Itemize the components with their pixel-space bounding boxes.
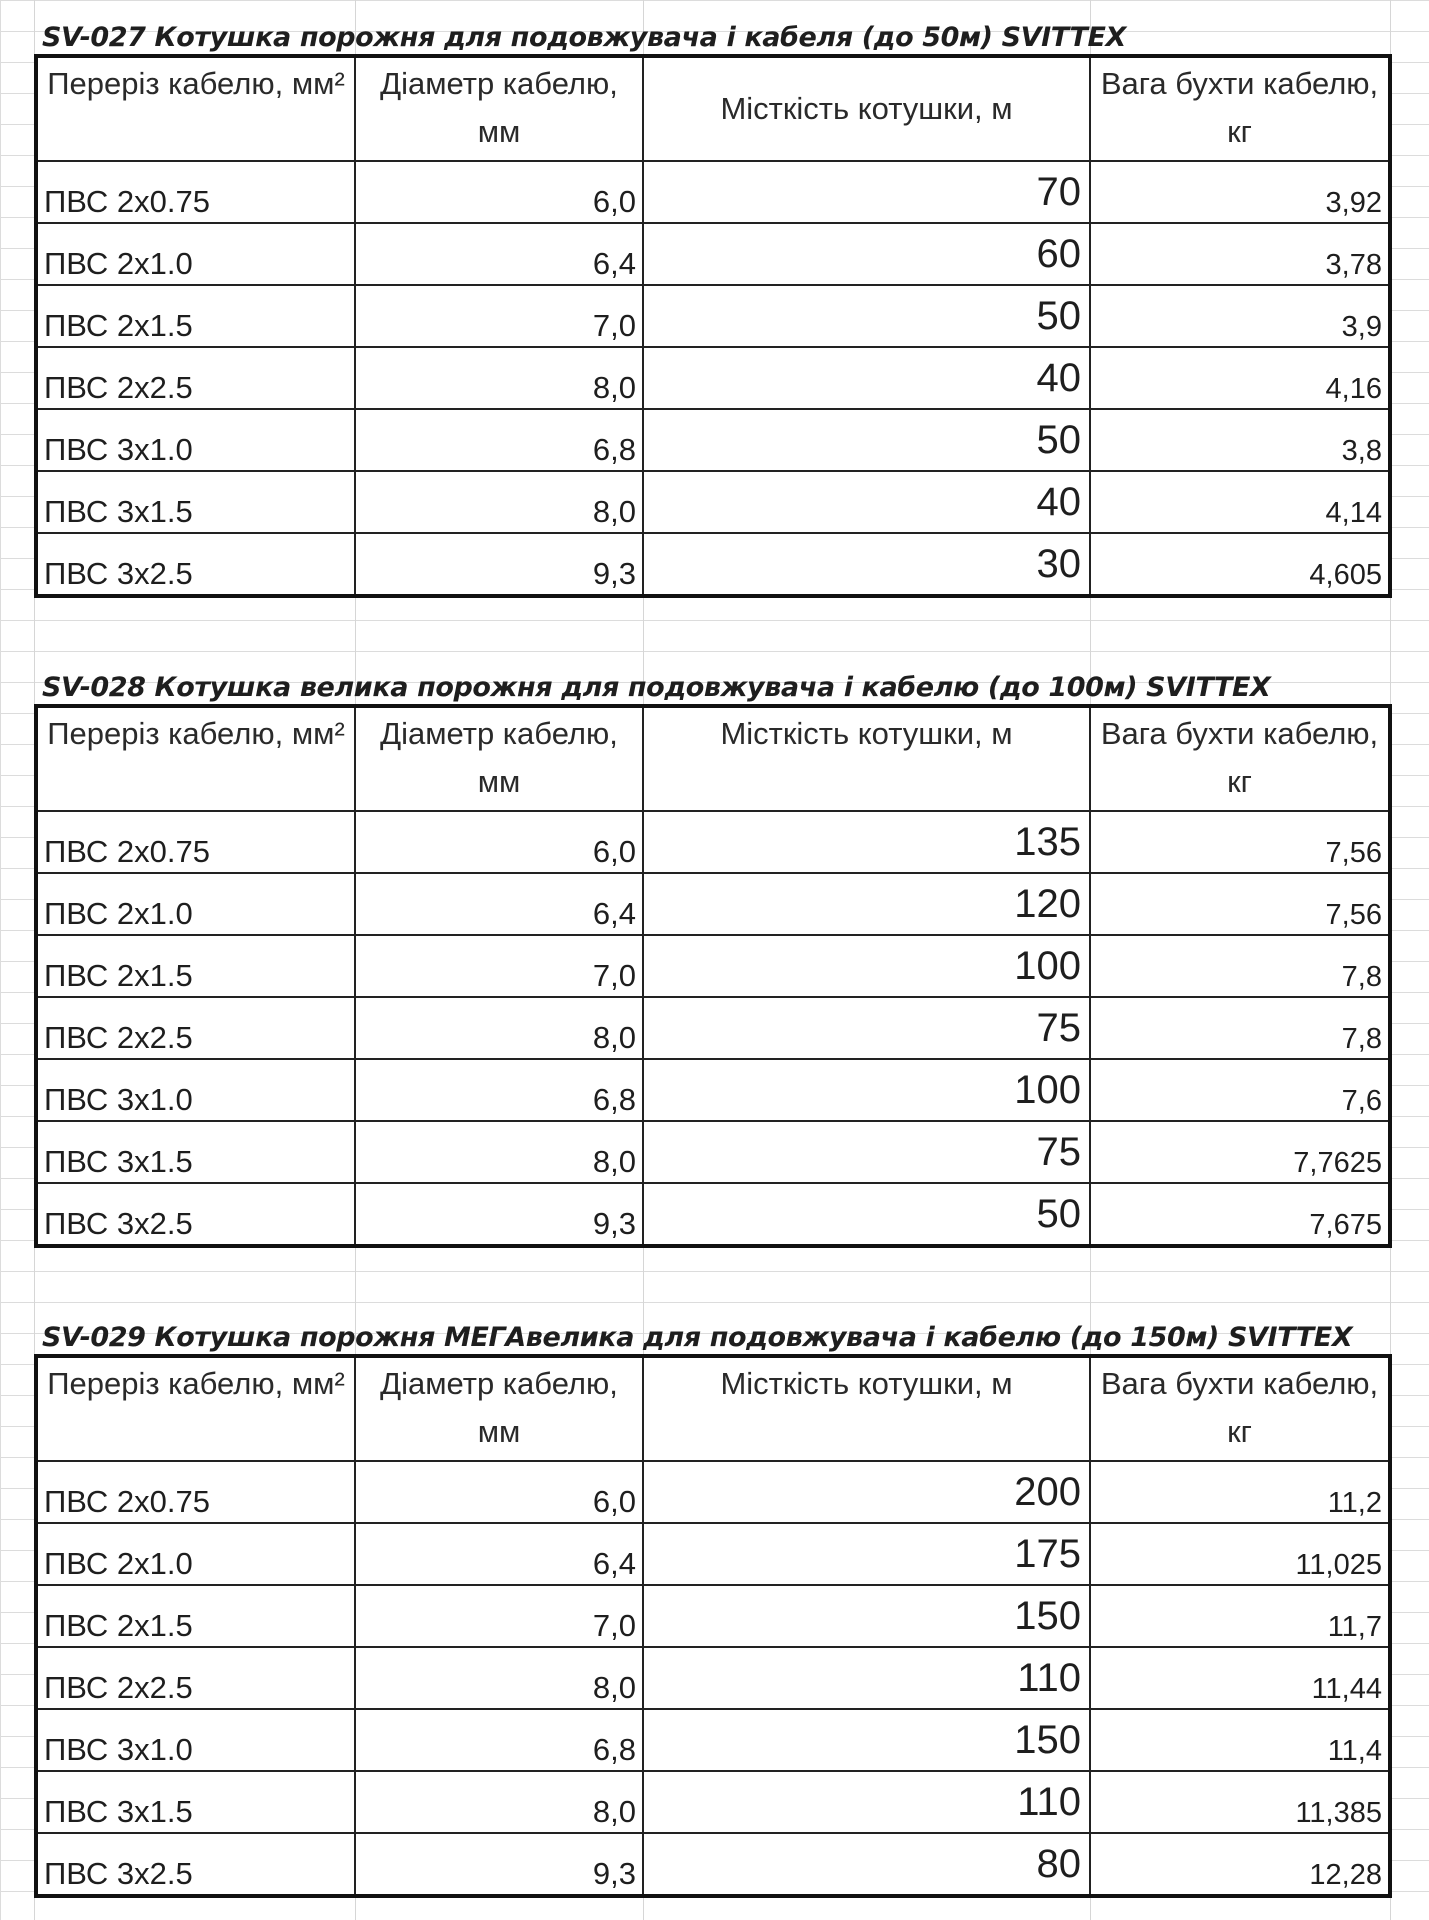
cable-name: ПВС 2x1.0: [36, 873, 355, 935]
header-coil-weight: Вага бухти кабелю, кг: [1090, 1356, 1390, 1461]
table-row: [36, 347, 1390, 409]
cable-name: ПВС 2x0.75: [36, 1461, 355, 1523]
cable-name: ПВС 2x1.5: [36, 285, 355, 347]
table-row: [36, 1121, 1390, 1183]
cable-name: ПВС 2x1.0: [36, 223, 355, 285]
coil-weight: 11,7: [1090, 1585, 1390, 1647]
section-title: SV-027 Котушка порожня для подовжувача і кабеля (до 50м) SVITTEX: [42, 22, 1126, 53]
cable-name: ПВС 3x1.0: [36, 1709, 355, 1771]
cable-diameter: 6,0: [355, 811, 643, 873]
cable-diameter: 8,0: [355, 997, 643, 1059]
cable-name: ПВС 2x2.5: [36, 1647, 355, 1709]
table-row: [36, 1709, 1390, 1771]
reel-capacity: 175: [643, 1523, 1090, 1585]
cable-diameter: 8,0: [355, 1647, 643, 1709]
table-row: [36, 285, 1390, 347]
coil-weight: 7,6: [1090, 1059, 1390, 1121]
table-row: [36, 1183, 1390, 1246]
header-cable-diameter: Діаметр кабелю, мм: [355, 1356, 643, 1461]
reel-capacity: 100: [643, 1059, 1090, 1121]
table-row: [36, 1833, 1390, 1896]
reel-capacity: 100: [643, 935, 1090, 997]
table-row: [36, 533, 1390, 596]
cable-diameter: 9,3: [355, 533, 643, 596]
coil-weight: 3,9: [1090, 285, 1390, 347]
coil-weight: 7,8: [1090, 935, 1390, 997]
cable-diameter: 8,0: [355, 1121, 643, 1183]
cable-diameter: 9,3: [355, 1833, 643, 1896]
cable-name: ПВС 3x1.0: [36, 409, 355, 471]
coil-weight: 7,56: [1090, 811, 1390, 873]
reel-capacity: 50: [643, 409, 1090, 471]
cable-name: ПВС 2x0.75: [36, 811, 355, 873]
coil-weight: 7,56: [1090, 873, 1390, 935]
header-reel-capacity: Місткість котушки, м: [643, 56, 1090, 161]
header-reel-capacity: Місткість котушки, м: [643, 1356, 1090, 1461]
coil-weight: 3,92: [1090, 161, 1390, 223]
cable-name: ПВС 2x2.5: [36, 997, 355, 1059]
table-row: [36, 471, 1390, 533]
table-row: [36, 1647, 1390, 1709]
table-row: [36, 811, 1390, 873]
spec-table: [34, 1354, 1392, 1898]
reel-capacity: 70: [643, 161, 1090, 223]
reel-capacity: 40: [643, 347, 1090, 409]
reel-capacity: 150: [643, 1585, 1090, 1647]
cable-diameter: 8,0: [355, 347, 643, 409]
cable-name: ПВС 2x1.5: [36, 935, 355, 997]
reel-capacity: 80: [643, 1833, 1090, 1896]
reel-capacity: 40: [643, 471, 1090, 533]
coil-weight: 3,78: [1090, 223, 1390, 285]
table-row: [36, 161, 1390, 223]
cable-diameter: 6,4: [355, 873, 643, 935]
table-row: [36, 223, 1390, 285]
table-row: [36, 935, 1390, 997]
reel-capacity: 110: [643, 1771, 1090, 1833]
table-row: [36, 409, 1390, 471]
reel-capacity: 135: [643, 811, 1090, 873]
cable-name: ПВС 2x1.5: [36, 1585, 355, 1647]
header-row: [36, 706, 1390, 811]
cable-diameter: 6,4: [355, 223, 643, 285]
spec-table: [34, 54, 1392, 598]
cable-diameter: 8,0: [355, 1771, 643, 1833]
coil-weight: 7,675: [1090, 1183, 1390, 1246]
cable-name: ПВС 3x1.5: [36, 1771, 355, 1833]
cable-diameter: 7,0: [355, 1585, 643, 1647]
cable-diameter: 7,0: [355, 935, 643, 997]
coil-weight: 4,605: [1090, 533, 1390, 596]
header-cable-diameter: Діаметр кабелю, мм: [355, 56, 643, 161]
header-cable-section: Переріз кабелю, мм²: [36, 1356, 355, 1461]
cable-diameter: 6,8: [355, 1709, 643, 1771]
cable-name: ПВС 2x1.0: [36, 1523, 355, 1585]
table-row: [36, 1523, 1390, 1585]
coil-weight: 4,14: [1090, 471, 1390, 533]
reel-capacity: 75: [643, 1121, 1090, 1183]
coil-weight: 11,2: [1090, 1461, 1390, 1523]
section-title: SV-029 Котушка порожня МЕГАвелика для подовжувача і кабелю (до 150м) SVITTEX: [42, 1322, 1353, 1353]
cable-name: ПВС 2x0.75: [36, 161, 355, 223]
reel-capacity: 30: [643, 533, 1090, 596]
coil-weight: 11,025: [1090, 1523, 1390, 1585]
coil-weight: 12,28: [1090, 1833, 1390, 1896]
table-row: [36, 873, 1390, 935]
coil-weight: 3,8: [1090, 409, 1390, 471]
cable-name: ПВС 3x1.5: [36, 1121, 355, 1183]
header-row: [36, 1356, 1390, 1461]
cable-diameter: 6,0: [355, 161, 643, 223]
cable-name: ПВС 3x2.5: [36, 533, 355, 596]
cable-name: ПВС 3x2.5: [36, 1183, 355, 1246]
table-row: [36, 1585, 1390, 1647]
coil-weight: 4,16: [1090, 347, 1390, 409]
cable-diameter: 8,0: [355, 471, 643, 533]
header-cable-diameter: Діаметр кабелю, мм: [355, 706, 643, 811]
header-coil-weight: Вага бухти кабелю, кг: [1090, 706, 1390, 811]
cable-diameter: 6,4: [355, 1523, 643, 1585]
table-row: [36, 997, 1390, 1059]
table-row: [36, 1059, 1390, 1121]
reel-capacity: 150: [643, 1709, 1090, 1771]
reel-capacity: 75: [643, 997, 1090, 1059]
reel-capacity: 60: [643, 223, 1090, 285]
cable-name: ПВС 3x1.5: [36, 471, 355, 533]
coil-weight: 7,7625: [1090, 1121, 1390, 1183]
cable-name: ПВС 2x2.5: [36, 347, 355, 409]
section-title: SV-028 Котушка велика порожня для подовжувача і кабелю (до 100м) SVITTEX: [42, 672, 1271, 703]
reel-capacity: 50: [643, 1183, 1090, 1246]
cable-name: ПВС 3x1.0: [36, 1059, 355, 1121]
header-coil-weight: Вага бухти кабелю, кг: [1090, 56, 1390, 161]
coil-weight: 11,44: [1090, 1647, 1390, 1709]
cable-diameter: 9,3: [355, 1183, 643, 1246]
header-row: [36, 56, 1390, 161]
reel-capacity: 50: [643, 285, 1090, 347]
spec-table: [34, 704, 1392, 1248]
cable-diameter: 6,8: [355, 409, 643, 471]
coil-weight: 7,8: [1090, 997, 1390, 1059]
cable-diameter: 6,0: [355, 1461, 643, 1523]
cable-diameter: 6,8: [355, 1059, 643, 1121]
coil-weight: 11,385: [1090, 1771, 1390, 1833]
header-cable-section: Переріз кабелю, мм²: [36, 56, 355, 161]
reel-capacity: 200: [643, 1461, 1090, 1523]
cable-diameter: 7,0: [355, 285, 643, 347]
reel-capacity: 120: [643, 873, 1090, 935]
cable-name: ПВС 3x2.5: [36, 1833, 355, 1896]
coil-weight: 11,4: [1090, 1709, 1390, 1771]
header-cable-section: Переріз кабелю, мм²: [36, 706, 355, 811]
reel-capacity: 110: [643, 1647, 1090, 1709]
header-reel-capacity: Місткість котушки, м: [643, 706, 1090, 811]
table-row: [36, 1461, 1390, 1523]
table-row: [36, 1771, 1390, 1833]
